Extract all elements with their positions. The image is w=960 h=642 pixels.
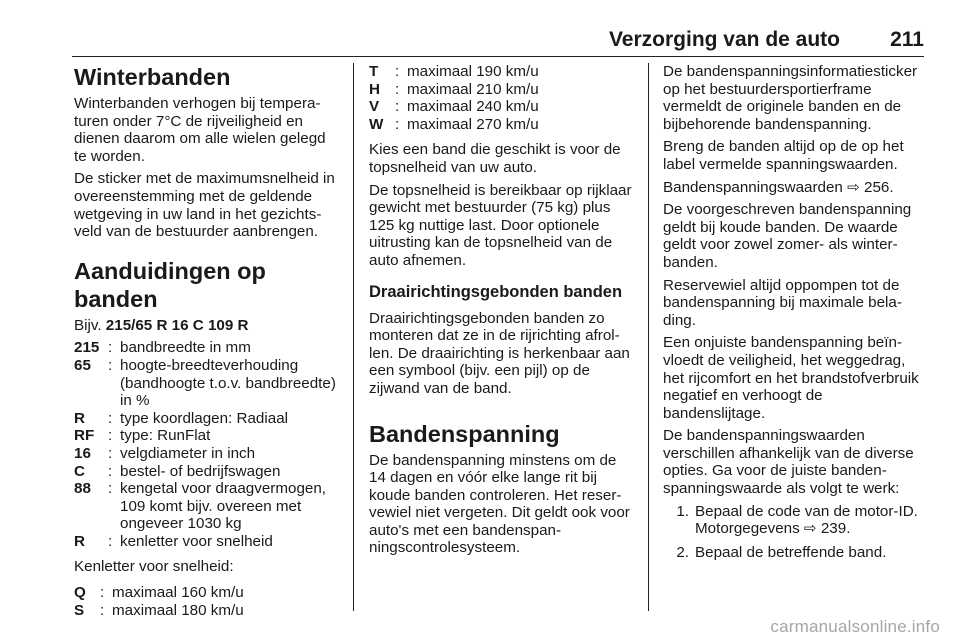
code-value: hoogte-breedteverhouding (bandhoogte t.o.v. bandbreedte) in % (120, 356, 336, 410)
paragraph-kies: Kies een band die geschikt is voor de topsnelheid van uw auto. (369, 141, 621, 176)
paragraph-topsnelheid: De topsnelheid is bereikbaar op rijklaar gewicht met bestuurder (75 kg) plus 125 kg nuttige last. Door optionele uitrusting kan de topsnelheid van de auto afnemen. (369, 181, 632, 269)
speed-sep: : (100, 601, 105, 619)
speed-sep: : (395, 115, 400, 133)
code-row (74, 533, 340, 551)
column-divider-2 (648, 63, 649, 611)
code-row (74, 339, 340, 357)
code-row (74, 445, 340, 463)
heading-bandenspanning: Bandenspanning (369, 420, 560, 447)
speed-key: S (74, 601, 85, 619)
heading-aanduidingen: Aanduidingen op banden (74, 257, 266, 312)
column-right (663, 63, 927, 567)
column-left (74, 63, 340, 619)
step-item (663, 544, 927, 562)
code-sep: : (108, 532, 113, 550)
speed-value: maximaal 240 km/u (407, 98, 539, 116)
code-key: 88 (74, 480, 91, 498)
tire-code-list (74, 339, 340, 550)
paragraph-reservewiel: Reservewiel altijd oppompen tot de bandenspanning bij maximale belading. (663, 276, 902, 329)
code-sep: : (108, 339, 113, 357)
code-key: R (74, 409, 85, 427)
example-prefix: Bijv. (74, 316, 106, 334)
code-row (74, 480, 340, 533)
speed-row (369, 98, 637, 116)
speed-value: maximaal 160 km/u (112, 584, 244, 602)
speed-row (74, 584, 340, 602)
code-key: 16 (74, 444, 91, 462)
code-sep: : (108, 409, 113, 427)
code-value: bandbreedte in mm (120, 339, 251, 357)
speed-sep: : (395, 98, 400, 116)
code-sep: : (108, 444, 113, 462)
speed-value: maximaal 180 km/u (112, 601, 244, 619)
code-value: kengetal voor draagvermogen, 109 komt bijv. overeen met ongeveer 1030 kg (120, 480, 327, 533)
paragraph-winter-1: Winterbanden verhogen bij temperaturen onder 7°C de rijveiligheid en dienen daarom om alle wielen gelegd te worden. (74, 95, 326, 165)
speed-list-left (74, 584, 340, 619)
speed-sep: : (100, 584, 105, 602)
code-value: bestel- of bedrijfswagen (120, 462, 281, 480)
speed-value: maximaal 190 km/u (407, 63, 539, 80)
column-divider-1 (353, 63, 354, 611)
step-text: Bepaal de code van de motor-ID. Motorgegevens ⇨ 239. (695, 502, 918, 538)
code-key: 215 (74, 339, 100, 357)
code-value: type koordlagen: Radiaal (120, 409, 289, 427)
paragraph-sticker: De bandenspanningsinformatiesticker op het bestuurdersportierframe vermeldt de originele banden en de bijbehorende bandenspanning. (663, 63, 918, 133)
paragraph-winter-2: De sticker met de maximumsnelheid in overeenstemming met de geldende wetgeving in uw land in het gezichtsveld van de bestuurder aanbrengen. (74, 170, 335, 241)
page-number: 211 (890, 28, 924, 51)
chapter-title: Verzorging van de auto (608, 28, 840, 51)
example-code: 215/65 R 16 C 109 R (105, 316, 249, 334)
step-number: 2. (676, 543, 689, 561)
speed-row (369, 81, 637, 99)
heading-draairichting: Draairichtingsgebonden banden (369, 282, 623, 301)
paragraph-label: Breng de banden altijd op de op het label vermelde spanningswaarden. (663, 138, 904, 173)
step-number: 1. (676, 502, 689, 520)
step-list (663, 503, 927, 562)
column-middle (369, 63, 637, 562)
paragraph-draairichting: Draairichtingsgebonden banden zo monteren dat ze in de rijrichting afrollen. De draairichting is herkenbaar aan een symbool (bijv. een pijl) op de zijwand van de band. (369, 309, 630, 397)
code-row (74, 410, 340, 428)
watermark: carmanualsonline.info (770, 617, 940, 636)
speed-key: H (369, 80, 380, 98)
tire-code-example (74, 317, 340, 335)
speed-value: maximaal 210 km/u (407, 80, 539, 98)
heading-winterbanden: Winterbanden (74, 64, 231, 90)
paragraph-bandenspanning: De bandenspanning minstens om de 14 dagen en vóór elke lange rit bij koude banden controleren. Het reservewiel niet vergeten. Dit geldt ook voor auto's met een bandenspanningscontrolesysteem. (369, 451, 630, 557)
code-key: RF (74, 427, 95, 445)
speed-sep: : (395, 80, 400, 98)
code-value: velgdiameter in inch (120, 444, 256, 462)
code-sep: : (108, 427, 113, 445)
step-item (663, 503, 927, 538)
speed-row (74, 602, 340, 620)
code-key: R (74, 532, 85, 550)
speed-key: W (369, 115, 384, 133)
speed-sep: : (395, 63, 400, 80)
speed-key: Q (74, 584, 86, 602)
paragraph-onjuiste: Een onjuiste bandenspanning beïnvloedt de veiligheid, het weggedrag, het rijcomfort en het brandstofverbruik negatief en verhoogt de bandenslijtage. (663, 334, 919, 422)
step-text: Bepaal de betreffende band. (695, 543, 887, 561)
code-sep: : (108, 356, 113, 374)
speed-key: V (369, 98, 380, 116)
paragraph-ref-256: Bandenspanningswaarden ⇨ 256. (663, 178, 894, 196)
paragraph-kenletter: Kenletter voor snelheid: (74, 558, 234, 576)
code-key: 65 (74, 356, 91, 374)
speed-value: maximaal 270 km/u (407, 115, 539, 133)
speed-key: T (369, 63, 379, 80)
code-row (74, 463, 340, 481)
header-rule (72, 56, 924, 57)
speed-list-middle (369, 63, 637, 133)
speed-row (369, 116, 637, 134)
code-row (74, 427, 340, 445)
code-sep: : (108, 462, 113, 480)
paragraph-opties: De bandenspanningswaarden verschillen afhankelijk van de diverse opties. Ga voor de juiste bandenspanningswaarde als volgt te werk: (663, 427, 914, 498)
code-sep: : (108, 480, 113, 498)
code-value: kenletter voor snelheid (120, 532, 273, 550)
speed-row (369, 63, 637, 81)
code-key: C (74, 462, 85, 480)
code-value: type: RunFlat (120, 427, 211, 445)
code-row (74, 357, 340, 410)
paragraph-koude-banden: De voorgeschreven bandenspanning geldt bij koude banden. De waarde geldt voor zowel zomer- als winterbanden. (663, 201, 912, 271)
